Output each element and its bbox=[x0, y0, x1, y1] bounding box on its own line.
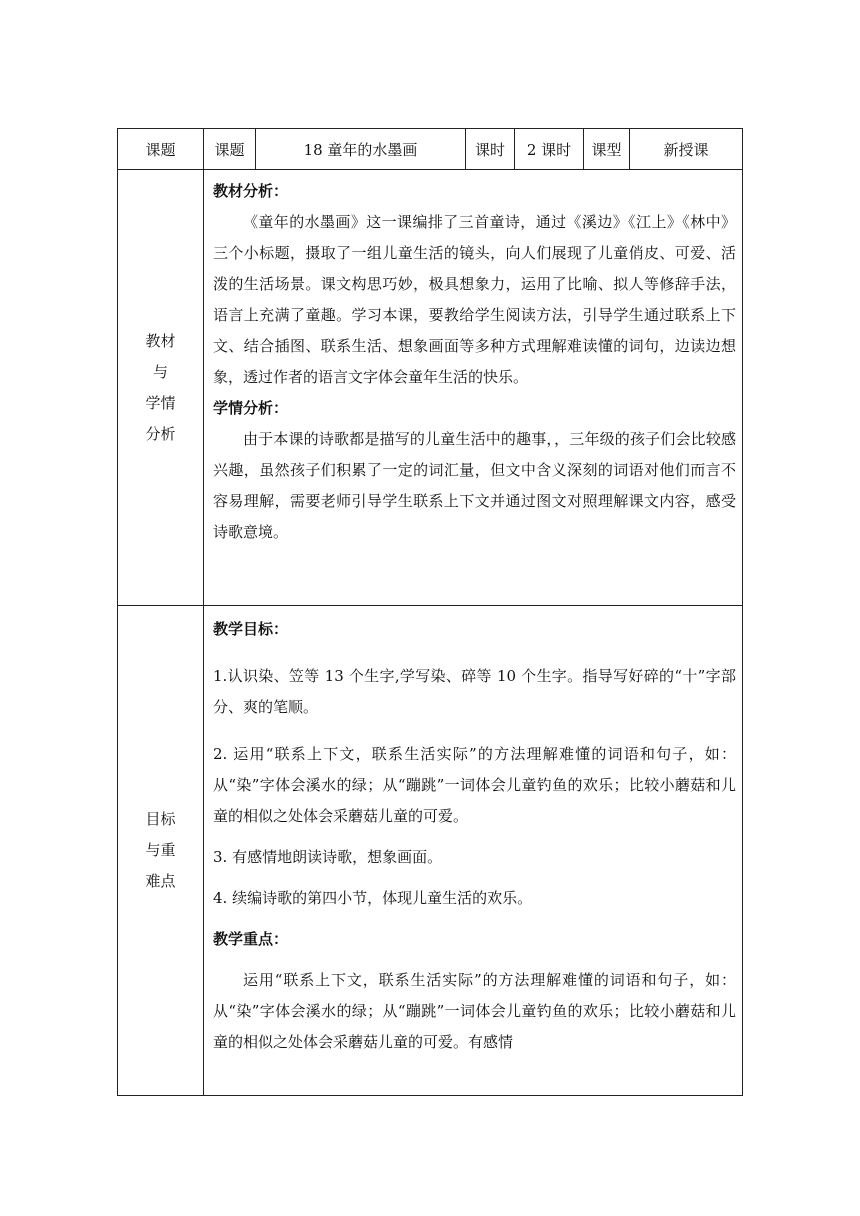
student-analysis-text: 由于本课的诗歌都是描写的儿童生活中的趣事，，三年级的孩子们会比较感兴趣，虽然孩子们积累了一定的词汇量，但文中含义深刻的词语对他们而言不容易理解，需要老师引导学生联系上下文并通过图文对照理解课文内容，感受诗歌意境。 bbox=[213, 430, 736, 541]
type-value: 新授课 bbox=[630, 129, 743, 170]
lesson-title: 18 童年的水墨画 bbox=[256, 129, 466, 170]
analysis-content bbox=[204, 170, 743, 606]
objective-item: 4. 续编诗歌的第四小节，体现儿童生活的欢乐。 bbox=[213, 889, 533, 907]
side-line: 与 bbox=[152, 362, 168, 381]
header-topic-label-2: 课题 bbox=[204, 129, 256, 170]
analysis-row bbox=[118, 170, 743, 606]
objective-item: 3. 有感情地朗读诗歌，想象画面。 bbox=[213, 848, 443, 866]
goals-side-label bbox=[118, 606, 204, 1096]
side-line: 教材 bbox=[145, 331, 176, 350]
hours-value: 2 课时 bbox=[515, 129, 584, 170]
objectives-heading: 教学目标： bbox=[213, 620, 289, 638]
hours-label: 课时 bbox=[466, 129, 515, 170]
side-line: 学情 bbox=[145, 393, 176, 412]
side-line: 难点 bbox=[145, 872, 176, 890]
objective-item: 1.认识染、笠等 13 个生字,学写染、碎等 10 个生字。指导写好碎的“十”字部分、爽的笔顺。 bbox=[213, 667, 736, 716]
material-analysis-heading: 教材分析： bbox=[213, 182, 289, 200]
header-row bbox=[118, 129, 743, 170]
objective-item: 2. 运用“联系上下文，联系生活实际”的方法理解难懂的词语和句子，如：从“染”字体会溪水的绿；从“蹦跳”一词体会儿童钓鱼的欢乐；比较小蘑菇和儿童的相似之处体会采蘑菇儿童的可爱。 bbox=[213, 745, 736, 825]
student-analysis-heading: 学情分析： bbox=[213, 399, 289, 417]
material-analysis-text: 《童年的水墨画》这一课编排了三首童诗，通过《溪边》《江上》《林中》三个小标题，摄取了一组儿童生活的镜头，向人们展现了儿童俏皮、可爱、活泼的生活场景。课文构思巧妙，极具想象力，运用了比喻、拟人等修辞手法，语言上充满了童趣。学习本课，要教给学生阅读方法，引导学生通过联系上下文、结合插图、联系生活、想象画面等多种方式理解难读懂的词句，边读边想象，透过作者的语言文字体会童年生活的快乐。 bbox=[213, 213, 736, 386]
side-line: 目标 bbox=[145, 810, 176, 828]
key-points-heading: 教学重点： bbox=[213, 930, 289, 948]
side-line: 与重 bbox=[145, 841, 176, 859]
lesson-plan-table bbox=[117, 128, 743, 1096]
key-points-text: 运用“联系上下文，联系生活实际”的方法理解难懂的词语和句子，如：从“染”字体会溪水的绿；从“蹦跳”一词体会儿童钓鱼的欢乐；比较小蘑菇和儿童的相似之处体会采蘑菇儿童的可爱。有感情 bbox=[213, 971, 736, 1051]
type-label: 课型 bbox=[584, 129, 630, 170]
analysis-side-label bbox=[118, 170, 204, 606]
goals-content bbox=[204, 606, 743, 1096]
goals-row bbox=[118, 606, 743, 1096]
side-line: 分析 bbox=[145, 424, 176, 443]
header-topic-label: 课题 bbox=[118, 129, 204, 170]
